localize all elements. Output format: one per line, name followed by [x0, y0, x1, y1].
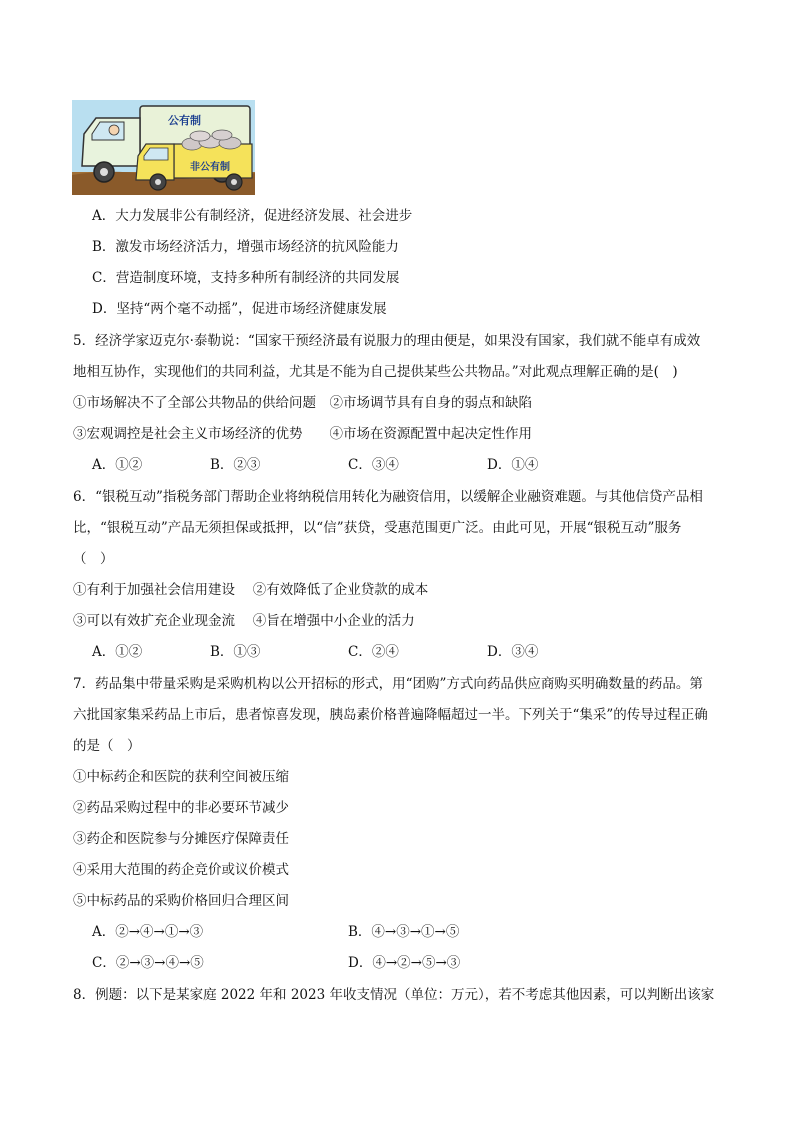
q7-stem-line-3: 的是（ ） [73, 738, 141, 754]
q7-stem-line-1: 7．药品集中带量采购是采购机构以公开招标的形式，用“团购”方式向药品供应商购买明确数量的药品。第 [73, 676, 703, 692]
q6-statements-line-2: ③可以有效扩充企业现金流 ④旨在增强中小企业的活力 [73, 613, 415, 629]
q5-stem-line-1: 5．经济学家迈克尔·泰勒说：“国家干预经济最有说服力的理由便是，如果没有国家，我们就不能卓有成效 [73, 333, 701, 349]
cartoon-image [72, 100, 255, 195]
q6-option-d: D．③④ [487, 644, 539, 660]
q6-option-b: B．①③ [210, 644, 261, 660]
q5-option-a: A．①② [92, 457, 143, 473]
q7-option-d: D．④→②→⑤→③ [348, 955, 461, 971]
q7-statement-4: ④采用大范围的药企竞价或议价模式 [73, 862, 289, 878]
q8-stem-line-1: 8．例题：以下是某家庭 2022 年和 2023 年收支情况（单位：万元），若不考虑其他因素，可以判断出该家 [73, 987, 715, 1003]
q6-stem-line-1: 6．“银税互动”指税务部门帮助企业将纳税信用转化为融资信用，以缓解企业融资难题。与其他信贷产品相 [73, 489, 703, 505]
q6-statements-line-1: ①有利于加强社会信用建设 ②有效降低了企业贷款的成本 [73, 582, 429, 598]
cartoon-label-nonpublic: 非公有制 [190, 162, 230, 173]
truck-cartoon-illustration [72, 100, 255, 195]
q6-stem-line-2: 比，“银税互动”产品无须担保或抵押，以“信”获贷，受惠范围更广泛。由此可见，开展“银税互动”服务 [73, 520, 682, 536]
q4-option-b: B．激发市场经济活力，增强市场经济的抗风险能力 [92, 239, 399, 255]
q7-option-c: C．②→③→④→⑤ [92, 955, 204, 971]
q4-option-c: C．营造制度环境，支持多种所有制经济的共同发展 [92, 270, 400, 286]
q4-option-a: A．大力发展非公有制经济，促进经济发展、社会进步 [92, 208, 413, 224]
q7-stem-line-2: 六批国家集采药品上市后，患者惊喜发现，胰岛素价格普遍降幅超过一半。下列关于“集采”的传导过程正确 [73, 707, 708, 723]
q5-stem-line-2: 地相互协作，实现他们的共同利益，尤其是不能为自己提供某些公共物品。”对此观点理解正确的是( ) [73, 364, 678, 380]
q7-option-b: B．④→③→①→⑤ [348, 924, 460, 940]
q7-option-a: A．②→④→①→③ [92, 924, 204, 940]
q5-statements-line-1: ①市场解决不了全部公共物品的供给问题 ②市场调节具有自身的弱点和缺陷 [73, 395, 532, 411]
q6-option-a: A．①② [92, 644, 143, 660]
q6-stem-line-3: （ ） [73, 551, 114, 567]
q7-statement-2: ②药品采购过程中的非必要环节减少 [73, 800, 289, 816]
q6-option-c: C．②④ [348, 644, 399, 660]
q5-option-c: C．③④ [348, 457, 399, 473]
q7-statement-1: ①中标药企和医院的获利空间被压缩 [73, 769, 289, 785]
q7-statement-5: ⑤中标药品的采购价格回归合理区间 [73, 893, 289, 909]
q4-option-d: D．坚持“两个毫不动摇”，促进市场经济健康发展 [92, 301, 387, 317]
q5-statements-line-2: ③宏观调控是社会主义市场经济的优势 ④市场在资源配置中起决定性作用 [73, 426, 532, 442]
q7-statement-3: ③药企和医院参与分摊医疗保障责任 [73, 831, 289, 847]
q5-option-d: D．①④ [487, 457, 539, 473]
cartoon-label-public: 公有制 [168, 114, 201, 127]
q5-option-b: B．②③ [210, 457, 261, 473]
